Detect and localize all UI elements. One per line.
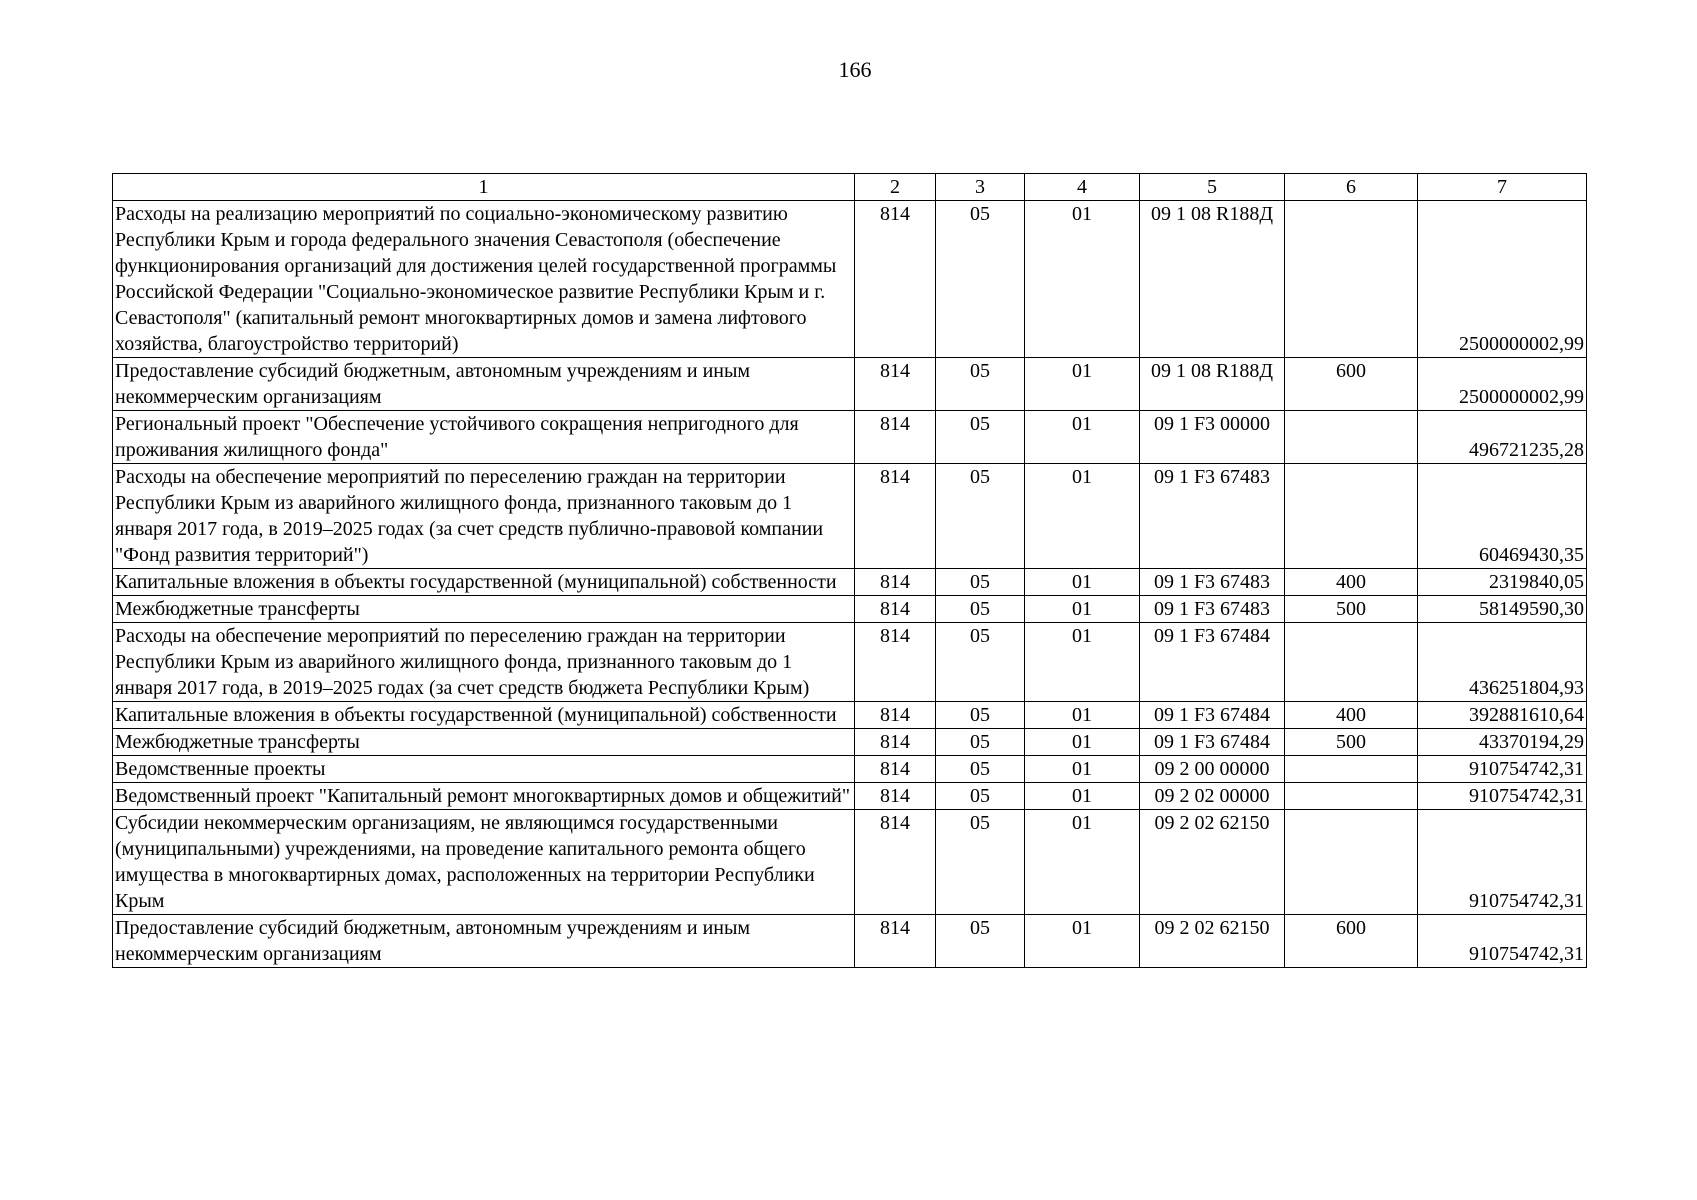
section-code: 05 [936,702,1025,729]
amount: 496721235,28 [1418,411,1587,464]
section-code: 05 [936,358,1025,411]
ministry-code: 814 [855,596,936,623]
target-article-code: 09 1 F3 67484 [1140,702,1285,729]
target-article-code: 09 1 F3 67483 [1140,596,1285,623]
row-name: Ведомственные проекты [113,756,855,783]
row-name: Расходы на реализацию мероприятий по социально-экономическому развитию Республики Крым и города федерального значения Севастополя (обеспечение функционирования организаций для достижения целей государственной программы Российской Федерации "Социально-экономическое развитие Республики Крым и г. Севастополя" (капитальный ремонт многоквартирных домов и замена лифтового хозяйства, благоустройство территорий) [113,201,855,358]
target-article-code: 09 1 F3 67483 [1140,464,1285,569]
expense-type-code: 500 [1285,596,1418,623]
expense-type-code [1285,464,1418,569]
ministry-code: 814 [855,729,936,756]
amount: 60469430,35 [1418,464,1587,569]
row-name: Региональный проект "Обеспечение устойчивого сокращения непригодного для проживания жилищного фонда" [113,411,855,464]
amount: 910754742,31 [1418,810,1587,915]
row-name: Ведомственный проект "Капитальный ремонт многоквартирных домов и общежитий" [113,783,855,810]
expense-type-code [1285,411,1418,464]
ministry-code: 814 [855,464,936,569]
expense-type-code: 500 [1285,729,1418,756]
section-code: 05 [936,756,1025,783]
table-row [113,702,1587,729]
column-number-row [113,174,1587,201]
amount: 2500000002,99 [1418,358,1587,411]
ministry-code: 814 [855,810,936,915]
target-article-code: 09 1 F3 67483 [1140,569,1285,596]
section-code: 05 [936,623,1025,702]
target-article-code: 09 1 08 R188Д [1140,201,1285,358]
subsection-code: 01 [1025,915,1140,968]
row-name: Межбюджетные трансферты [113,729,855,756]
target-article-code: 09 1 F3 00000 [1140,411,1285,464]
ministry-code: 814 [855,756,936,783]
section-code: 05 [936,411,1025,464]
ministry-code: 814 [855,623,936,702]
amount: 910754742,31 [1418,783,1587,810]
budget-table [112,173,1587,968]
column-header: 2 [855,174,936,201]
section-code: 05 [936,201,1025,358]
subsection-code: 01 [1025,623,1140,702]
amount: 392881610,64 [1418,702,1587,729]
expense-type-code [1285,201,1418,358]
subsection-code: 01 [1025,729,1140,756]
amount: 58149590,30 [1418,596,1587,623]
column-header: 7 [1418,174,1587,201]
ministry-code: 814 [855,358,936,411]
table-row [113,596,1587,623]
table-row [113,915,1587,968]
target-article-code: 09 2 02 62150 [1140,810,1285,915]
target-article-code: 09 1 F3 67484 [1140,623,1285,702]
column-header: 3 [936,174,1025,201]
expense-type-code: 400 [1285,569,1418,596]
expense-type-code [1285,810,1418,915]
column-header: 6 [1285,174,1418,201]
subsection-code: 01 [1025,201,1140,358]
ministry-code: 814 [855,201,936,358]
table-row [113,464,1587,569]
section-code: 05 [936,915,1025,968]
row-name: Капитальные вложения в объекты государственной (муниципальной) собственности [113,569,855,596]
section-code: 05 [936,783,1025,810]
table-row [113,810,1587,915]
table-row [113,756,1587,783]
subsection-code: 01 [1025,596,1140,623]
ministry-code: 814 [855,702,936,729]
row-name: Межбюджетные трансферты [113,596,855,623]
amount: 43370194,29 [1418,729,1587,756]
row-name: Предоставление субсидий бюджетным, автономным учреждениям и иным некоммерческим организациям [113,915,855,968]
ministry-code: 814 [855,915,936,968]
subsection-code: 01 [1025,569,1140,596]
ministry-code: 814 [855,411,936,464]
target-article-code: 09 2 00 00000 [1140,756,1285,783]
subsection-code: 01 [1025,411,1140,464]
target-article-code: 09 1 F3 67484 [1140,729,1285,756]
row-name: Предоставление субсидий бюджетным, автономным учреждениям и иным некоммерческим организациям [113,358,855,411]
expense-type-code [1285,756,1418,783]
table-row [113,411,1587,464]
table-row [113,201,1587,358]
ministry-code: 814 [855,569,936,596]
expense-type-code: 600 [1285,358,1418,411]
section-code: 05 [936,464,1025,569]
row-name: Расходы на обеспечение мероприятий по переселению граждан на территории Республики Крым из аварийного жилищного фонда, признанного таковым до 1 января 2017 года, в 2019–2025 годах (за счет средств бюджета Республики Крым) [113,623,855,702]
subsection-code: 01 [1025,702,1140,729]
target-article-code: 09 2 02 62150 [1140,915,1285,968]
ministry-code: 814 [855,783,936,810]
expense-type-code: 400 [1285,702,1418,729]
subsection-code: 01 [1025,756,1140,783]
row-name: Субсидии некоммерческим организациям, не являющимся государственными (муниципальными) учреждениями, на проведение капитального ремонта общего имущества в многоквартирных домах, расположенных на территории Республики Крым [113,810,855,915]
row-name: Капитальные вложения в объекты государственной (муниципальной) собственности [113,702,855,729]
expense-type-code [1285,783,1418,810]
amount: 2319840,05 [1418,569,1587,596]
subsection-code: 01 [1025,358,1140,411]
section-code: 05 [936,596,1025,623]
expense-type-code [1285,623,1418,702]
section-code: 05 [936,729,1025,756]
target-article-code: 09 2 02 00000 [1140,783,1285,810]
row-name: Расходы на обеспечение мероприятий по переселению граждан на территории Республики Крым из аварийного жилищного фонда, признанного таковым до 1 января 2017 года, в 2019–2025 годах (за счет средств публично-правовой компании "Фонд развития территорий") [113,464,855,569]
expense-type-code: 600 [1285,915,1418,968]
target-article-code: 09 1 08 R188Д [1140,358,1285,411]
column-header: 1 [113,174,855,201]
subsection-code: 01 [1025,810,1140,915]
table-row [113,729,1587,756]
column-header: 5 [1140,174,1285,201]
section-code: 05 [936,810,1025,915]
amount: 910754742,31 [1418,915,1587,968]
page-number: 166 [838,57,872,82]
subsection-code: 01 [1025,783,1140,810]
amount: 910754742,31 [1418,756,1587,783]
table-row [113,358,1587,411]
amount: 436251804,93 [1418,623,1587,702]
table-row [113,569,1587,596]
section-code: 05 [936,569,1025,596]
amount: 2500000002,99 [1418,201,1587,358]
table-row [113,783,1587,810]
column-header: 4 [1025,174,1140,201]
subsection-code: 01 [1025,464,1140,569]
table-row [113,623,1587,702]
